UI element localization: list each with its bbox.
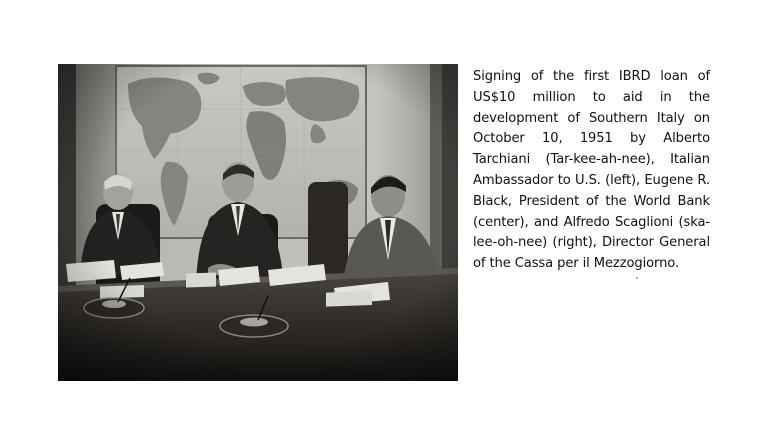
historical-photo xyxy=(58,64,458,381)
stray-dot xyxy=(636,277,638,279)
photo-caption: Signing of the first IBRD loan of US$10 million to aid in the development of Southern Italy on October 10, 1951 by Alberto Tarchiani (Tar-kee-ah-nee), Italian Ambassador to U.S. (left), Eugene R. Black, President of the World Bank (center), and Alfredo Scaglioni (ska-lee-oh-nee) (right), Director General of the Cassa per il Mezzogiorno. xyxy=(473,69,710,272)
photo-illustration xyxy=(58,64,458,381)
